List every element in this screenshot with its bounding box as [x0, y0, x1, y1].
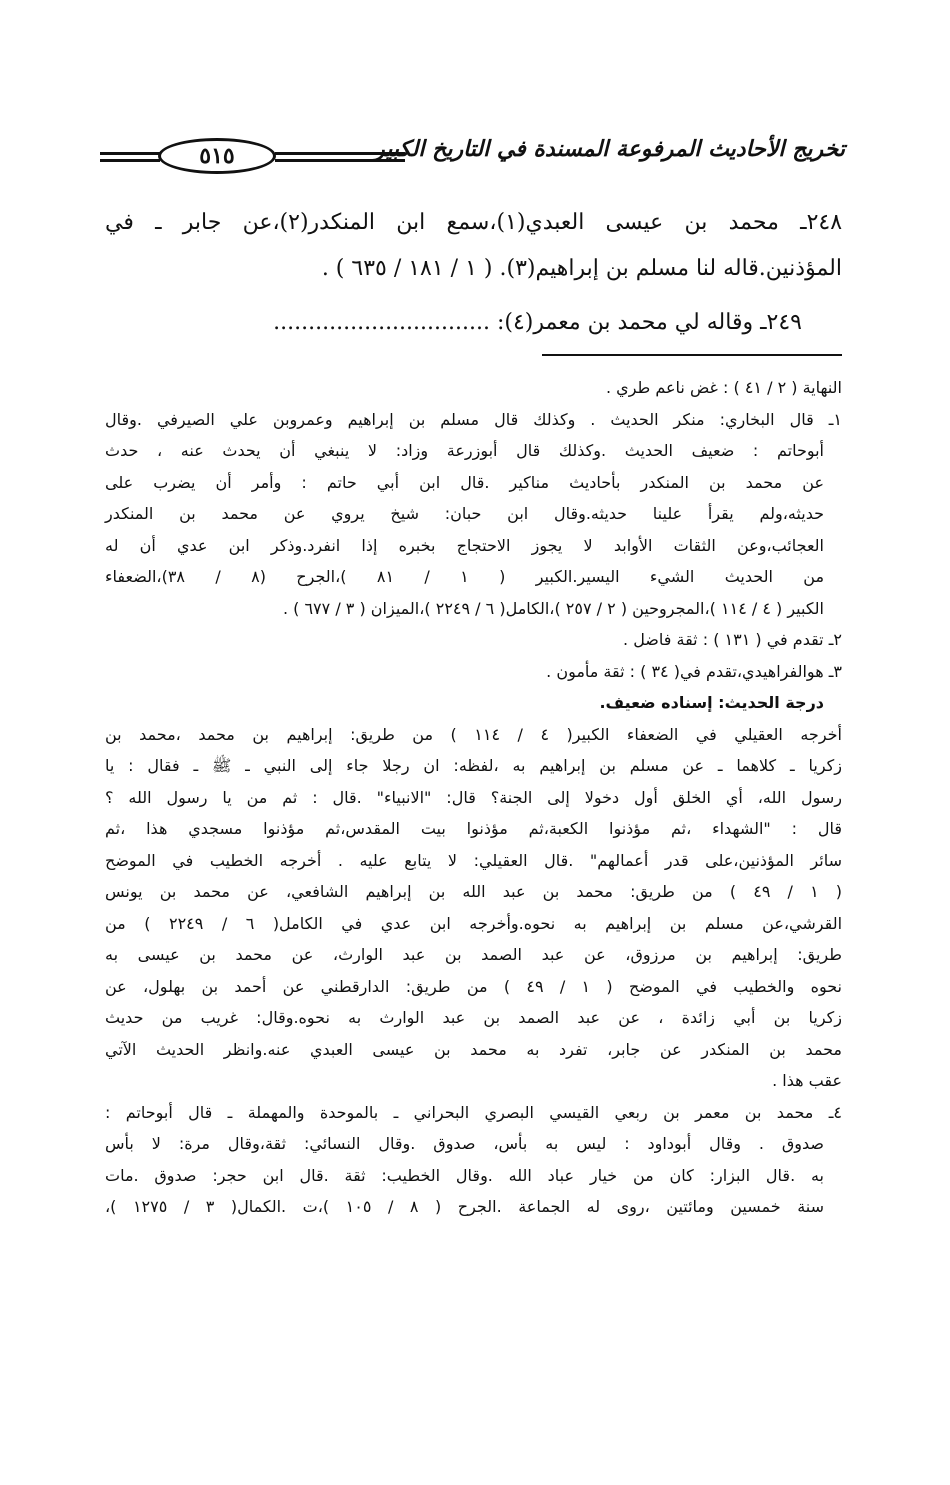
- grade-detail-line: سائر المؤذنين،على قدر أعمالهم" .قال العقيلي: لا يتابع عليه . أخرجه الخطيب في الموضح: [105, 850, 842, 870]
- grade-detail-line: زكريا بن أبي زائدة ، عن عبد الصمد بن عبد الوارث به نحوه.وقال: غريب من حديث: [105, 1008, 842, 1027]
- running-header: [100, 128, 845, 178]
- footnote-4-line: به .قال البزار: كان من خيار عباد الله .وقال الخطيب: ثقة .قال ابن حجر: صدوق .مات: [105, 1165, 824, 1185]
- header-title: تخريج الأحاديث المرفوعة المسندة في التاريخ الكبير: [374, 136, 845, 162]
- footnote-3: ٣ـ هوالفراهيدي،تقدم في( ٣٤ ) : ثقة مأمون .: [546, 661, 842, 681]
- footnote-1-line: من الحديث الشيء اليسير.الكبير ( ١ / ٨١ )،الجرح (٨ / ٣٨)،الضعفاء: [105, 567, 825, 586]
- footnotes: [105, 372, 842, 1223]
- footnote-1-line: ١ـ قال البخاري: منكر الحديث . وكذلك قال مسلم بن إبراهيم وعمروبن علي الصيرفي .وقال: [105, 409, 842, 429]
- footnote-2: ٢ـ تقدم في ( ١٣١ ) : ثقة فاضل .: [623, 630, 842, 649]
- hadith-249-line: ٢٤٩ـ وقاله لي محمد بن معمر(٤): ...............................: [273, 310, 802, 335]
- grade-detail-line: أخرجه العقيلي في الضعفاء الكبير( ٤ / ١١٤ ) من طريق: إبراهيم بن محمد ،محمد بن: [105, 724, 842, 744]
- footnote-separator: [542, 354, 842, 356]
- footnote-4-line: سنة خمسين ومائتين ،روى له الجماعة .الجرح ( ٨ / ١٠٥ )،ت .الكمال( ٣ / ١٢٧٥ )،: [105, 1197, 825, 1216]
- header-rule-right: [275, 152, 405, 162]
- page-number: ٥١٥: [158, 138, 276, 174]
- footnote-1-line: حديثه،ولم يقرأ علينا حديثه.وقال ابن حبان: شيخ يروي عن محمد بن المنكدر: [105, 504, 824, 523]
- grade-detail-line: زكريا ـ كلاهما ـ عن مسلم بن إبراهيم به ،لفظه: ان رجلا جاء إلى النبي ـ ﷺ ـ فقال : يا: [105, 756, 842, 775]
- grade-detail-line: طريق: إبراهيم بن مرزوق، عن عبد الصمد بن عبد الوارث، عن محمد بن عيسى به: [105, 945, 842, 964]
- grade-detail-line: قال : "الشهداء ،ثم مؤذنوا الكعبة،ثم مؤذنوا بيت المقدس،ثم مؤذنوا مسجدي هذا ،ثم: [105, 819, 842, 838]
- grade-detail-line: القرشي،عن مسلم بن إبراهيم به نحوه.وأخرجه ابن عدي في الكامل( ٦ / ٢٢٤٩ ) من: [105, 913, 843, 933]
- grade-detail-line: ( ١ / ٤٩ ) من طريق: محمد بن عبد الله بن إبراهيم الشافعي، عن محمد بن يونس: [105, 882, 843, 901]
- grade-detail-line: رسول الله، أي الخلق أول دخولا إلى الجنة؟ قال: "الانبياء" .قال : ثم من يا رسول الله ؟: [105, 787, 842, 807]
- hadith-grade: درجة الحديث: إسناده ضعيف.: [599, 693, 824, 712]
- hadith-248-line-2: المؤذنين.قاله لنا مسلم بن إبراهيم(٣). ( ١ / ١٨١ / ٦٣٥ ) .: [321, 256, 842, 281]
- footnote-1-line: العجائب،وعن الثقات الأوابد لا يجوز الاحتجاج بخبره إذا انفرد.وذكر ابن عدي أن له: [105, 535, 824, 555]
- footnote-4-line: ٤ـ محمد بن معمر بن ربعي القيسي البصري البحراني ـ بالموحدة والمهملة ـ قال أبوحاتم :: [105, 1102, 842, 1122]
- header-rule-left: [100, 152, 160, 162]
- grade-detail-line: نحوه والخطيب في الموضح ( ١ / ٤٩ ) من طريق: الدارقطني عن أحمد بن بهلول، عن: [105, 976, 843, 996]
- footnote-1-line: عن محمد بن المنكدر بأحاديث مناكير .قال ابن أبي حاتم : وأمر أن يضرب على: [105, 472, 824, 492]
- footnote-1-line: أبوحاتم : ضعيف الحديث .وكذلك قال أبوزرعة وزاد: لا ينبغي أن يحدث عنه ، حدث: [105, 441, 824, 460]
- hadith-248-line-1: ٢٤٨ـ محمد بن عيسى العبدي(١)،سمع ابن المنكدر(٢)،عن جابر ـ في: [105, 210, 843, 235]
- footnote-1-line: الكبير ( ٤ / ١١٤ )،المجروحين ( ٢ / ٢٥٧ )،الكامل( ٦ / ٢٢٤٩ )،الميزان ( ٣ / ٦٧٧ ) .: [282, 598, 824, 618]
- main-text: [105, 200, 842, 346]
- grade-detail-line: عقب هذا .: [772, 1071, 842, 1090]
- grade-detail-line: محمد بن المنكدر عن جابر، تفرد به محمد بن عيسى العبدي عنه.وانظر الحديث الآتي: [105, 1039, 842, 1059]
- footnote-4-line: صدوق . وقال أبوداود : ليس به بأس، صدوق .وقال النسائي: ثقة،وقال مرة: لا بأس: [105, 1134, 824, 1153]
- footnote-continuation: النهاية ( ٢ / ٤١ ) : غض ناعم طري .: [606, 378, 842, 397]
